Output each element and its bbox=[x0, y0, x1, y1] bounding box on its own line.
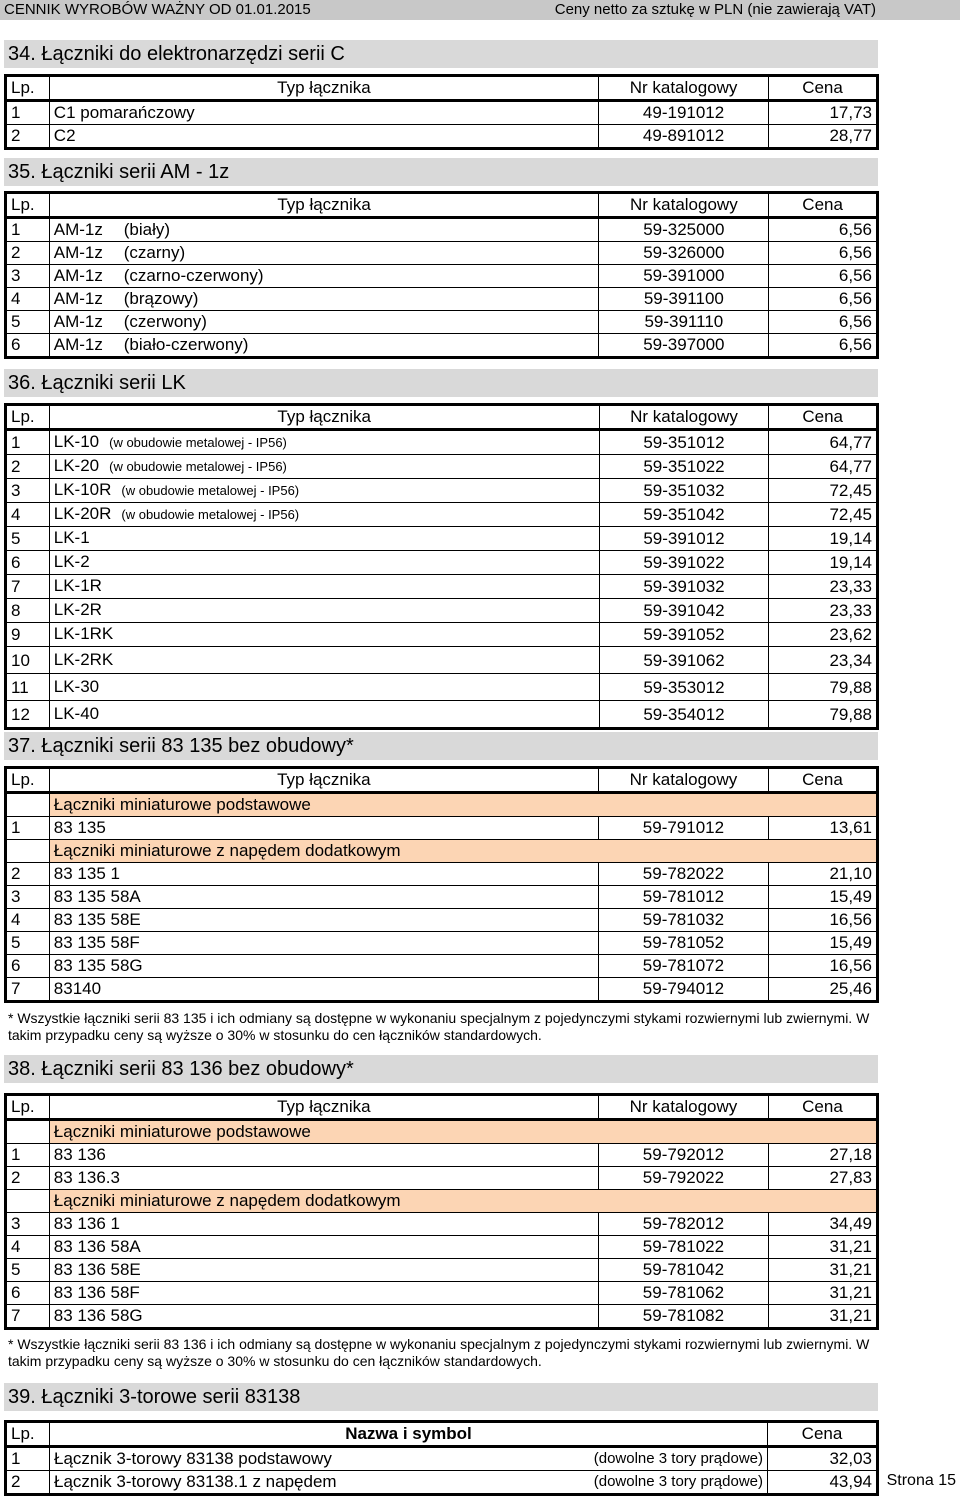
col-typ: Typ łącznika bbox=[49, 76, 598, 101]
section-38-note: * Wszystkie łączniki serii 83 136 i ich odmiany są dostępne w wykonaniu specjalnym z pojedynczymi stykami rozwiernymi lub zwiernymi. W takim przypadku ceny są wyższe o 30% w stosunku do cen łączników standardowych. bbox=[8, 1336, 870, 1369]
table-36: Lp. Typ łącznika Nr katalogowy Cena 1 LK-10 (w obudowie metalowej - IP56) 59-351012 64,77 2 LK-20 (w obudowie metalowej - IP56) 59-351022 64,77 3 LK-10R (w obudowie metalowej - IP56) 59-351032 72,45 4 LK-20R (w obudowie metalowej - IP56) 59-351042 72,45 5 LK-1 59-391012 19,14 6 LK-2 59-391022 19,14 7 LK-1R 59-391032 23,33 8 LK-2R 59-391042 23,33 9 LK-1RK 59-391052 23,62 10 LK-2RK 59-391062 23,34 11 LK-30 59-353012 79,88 12 LK-40 59-354012 79,88 bbox=[4, 403, 879, 730]
table-row: 1 LK-10 (w obudowie metalowej - IP56) 59-351012 64,77 bbox=[6, 430, 878, 455]
table-row: 1 Łącznik 3-torowy 83138 podstawowy (dowolne 3 tory prądowe) 32,03 bbox=[6, 1447, 878, 1471]
table-row: 5 83 135 58F 59-781052 15,49 bbox=[6, 932, 878, 955]
table-row: 4 83 136 58A 59-781022 31,21 bbox=[6, 1236, 878, 1259]
table-row: 11 LK-30 59-353012 79,88 bbox=[6, 674, 878, 701]
table-row: 4 AM-1z (brązowy) 59-391100 6,56 bbox=[6, 288, 878, 311]
table-row: 1 AM-1z (biały) 59-325000 6,56 bbox=[6, 218, 878, 242]
table-row: 10 LK-2RK 59-391062 23,34 bbox=[6, 647, 878, 674]
table-row: 5 83 136 58E 59-781042 31,21 bbox=[6, 1259, 878, 1282]
col-cena: Cena bbox=[769, 76, 878, 101]
subheader-row: Łączniki miniaturowe z napędem dodatkowym bbox=[6, 840, 878, 863]
table-row: 2 LK-20 (w obudowie metalowej - IP56) 59-351022 64,77 bbox=[6, 455, 878, 479]
table-row: 3 83 135 58A 59-781012 15,49 bbox=[6, 886, 878, 909]
table-row: 2 C2 49-891012 28,77 bbox=[6, 125, 878, 149]
section-34-title: 34. Łączniki do elektronarzędzi serii C bbox=[4, 40, 878, 68]
subheader-row: Łączniki miniaturowe z napędem dodatkowym bbox=[6, 1190, 878, 1213]
section-36-title: 36. Łączniki serii LK bbox=[4, 369, 878, 397]
table-row: 3 83 136 1 59-782012 34,49 bbox=[6, 1213, 878, 1236]
section-35-title: 35. Łączniki serii AM - 1z bbox=[4, 158, 878, 186]
header-validity: CENNIK WYROBÓW WAŻNY OD 01.01.2015 bbox=[4, 1, 311, 18]
table-row: 1 C1 pomarańczowy 49-191012 17,73 bbox=[6, 101, 878, 125]
table-row: 2 83 135 1 59-782022 21,10 bbox=[6, 863, 878, 886]
table-row: 3 AM-1z (czarno-czerwony) 59-391000 6,56 bbox=[6, 265, 878, 288]
page-header bbox=[0, 0, 960, 20]
col-nr: Nr katalogowy bbox=[599, 76, 769, 101]
table-34 bbox=[4, 74, 879, 150]
table-row: 6 LK-2 59-391022 19,14 bbox=[6, 551, 878, 575]
table-row: 2 Łącznik 3-torowy 83138.1 z napędem (dowolne 3 tory prądowe) 43,94 bbox=[6, 1471, 878, 1495]
table-row: 6 83 136 58F 59-781062 31,21 bbox=[6, 1282, 878, 1305]
section-38-title: 38. Łączniki serii 83 136 bez obudowy* bbox=[4, 1055, 878, 1083]
col-lp: Lp. bbox=[6, 76, 50, 101]
table-row: 3 LK-10R (w obudowie metalowej - IP56) 59-351032 72,45 bbox=[6, 479, 878, 503]
table-row: 5 AM-1z (czerwony) 59-391110 6,56 bbox=[6, 311, 878, 334]
table-row: 2 AM-1z (czarny) 59-326000 6,56 bbox=[6, 242, 878, 265]
table-row: 7 83140 59-794012 25,46 bbox=[6, 978, 878, 1002]
table-row: 4 LK-20R (w obudowie metalowej - IP56) 59-351042 72,45 bbox=[6, 503, 878, 527]
table-row: 5 LK-1 59-391012 19,14 bbox=[6, 527, 878, 551]
section-37-note: * Wszystkie łączniki serii 83 135 i ich odmiany są dostępne w wykonaniu specjalnym z pojedynczymi stykami rozwiernymi lub zwiernymi. W takim przypadku ceny są wyższe o 30% w stosunku do cen łączników standardowych. bbox=[8, 1010, 870, 1043]
table-row: 4 83 135 58E 59-781032 16,56 bbox=[6, 909, 878, 932]
section-39-title: 39. Łączniki 3-torowe serii 83138 bbox=[4, 1383, 878, 1411]
header-price-info: Ceny netto za sztukę w PLN (nie zawierają VAT) bbox=[554, 1, 876, 18]
table-row: 6 AM-1z (biało-czerwony) 59-397000 6,56 bbox=[6, 334, 878, 358]
table-row: 9 LK-1RK 59-391052 23,62 bbox=[6, 623, 878, 647]
table-37: Lp. Typ łącznika Nr katalogowy Cena Łączniki miniaturowe podstawowe 1 83 135 59-791012 13,61 Łączniki miniaturowe z napędem dodatkowym 2 83 135 1 59-782022 21,10 3 83 135 58A 59-781012 15,49 4 83 135 58E 59-781032 16,56 5 83 135 58F 59-781052 15,49 6 83 135 58G 59-781072 16,56 7 83140 59-794012 25,46 bbox=[4, 766, 879, 1003]
table-39: Lp. Nazwa i symbol Cena 1 Łącznik 3-torowy 83138 podstawowy (dowolne 3 tory prądowe) 32,03 2 Łącznik 3-torowy 83138.1 z napędem (dowolne 3 tory prądowe) 43,94 bbox=[4, 1420, 879, 1496]
table-row: 1 83 135 59-791012 13,61 bbox=[6, 817, 878, 840]
table-row: 7 LK-1R 59-391032 23,33 bbox=[6, 575, 878, 599]
table-row: 12 LK-40 59-354012 79,88 bbox=[6, 701, 878, 729]
table-35: Lp. Typ łącznika Nr katalogowy Cena 1 AM-1z (biały) 59-325000 6,56 2 AM-1z (czarny) 59-326000 6,56 3 AM-1z (czarno-czerwony) 59-391000 6,56 4 AM-1z (brązowy) 59-391100 6,56 5 AM-1z (czerwony) 59-391110 6,56 6 AM-1z (biało-czerwony) 59-397000 6,56 bbox=[4, 191, 879, 359]
section-37-title: 37. Łączniki serii 83 135 bez obudowy* bbox=[4, 732, 878, 760]
table-row: 1 83 136 59-792012 27,18 bbox=[6, 1144, 878, 1167]
subheader-row: Łączniki miniaturowe podstawowe bbox=[6, 793, 878, 817]
subheader-row: Łączniki miniaturowe podstawowe bbox=[6, 1120, 878, 1144]
table-row: 8 LK-2R 59-391042 23,33 bbox=[6, 599, 878, 623]
table-row: 6 83 135 58G 59-781072 16,56 bbox=[6, 955, 878, 978]
table-38: Lp. Typ łącznika Nr katalogowy Cena Łączniki miniaturowe podstawowe 1 83 136 59-792012 27,18 2 83 136.3 59-792022 27,83 Łączniki miniaturowe z napędem dodatkowym 3 83 136 1 59-782012 34,49 4 83 136 58A 59-781022 31,21 5 83 136 58E 59-781042 31,21 6 83 136 58F 59-781062 31,21 7 83 136 58G 59-781082 31,21 bbox=[4, 1093, 879, 1330]
page-number: Strona 15 bbox=[886, 1472, 956, 1489]
table-row: 7 83 136 58G 59-781082 31,21 bbox=[6, 1305, 878, 1329]
table-row: 2 83 136.3 59-792022 27,83 bbox=[6, 1167, 878, 1190]
